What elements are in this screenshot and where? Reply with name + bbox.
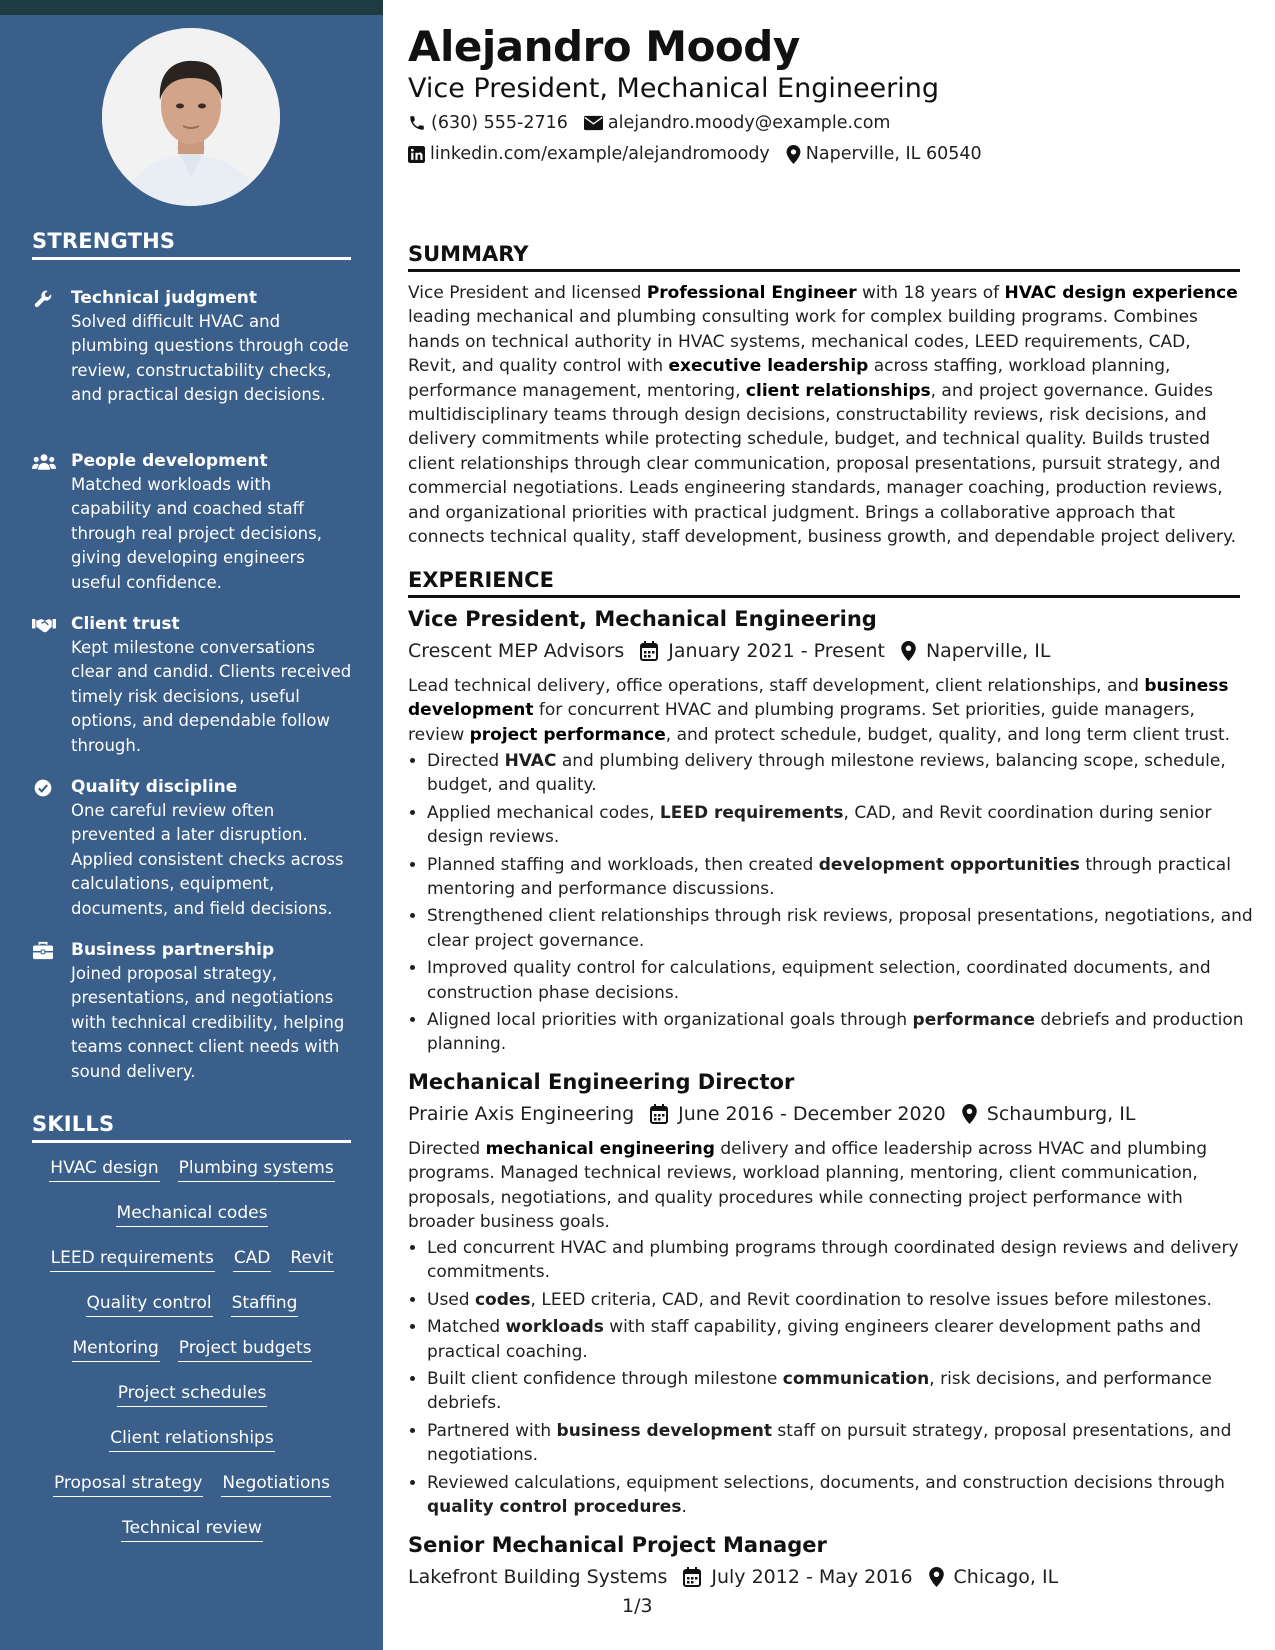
list-item: • Partnered with business development staff on pursuit strategy, proposal presentations, and negotiations. [427, 1419, 1259, 1468]
company-name: Prairie Axis Engineering [408, 1103, 635, 1125]
strength-text: Matched workloads with capability and coached staff through real project decisions, giving developing engineers useful confidence. [71, 475, 322, 592]
experience-heading: EXPERIENCE [408, 568, 1240, 598]
list-item: • Reviewed calculations, equipment selections, documents, and construction decisions through quality control procedures. [427, 1471, 1259, 1520]
strength-item [32, 938, 352, 1084]
skill-tag: Technical review [121, 1516, 263, 1542]
handshake-icon [32, 615, 54, 635]
strength-title: Business partnership [71, 940, 275, 960]
job-role: Mechanical Engineering Director [408, 1070, 795, 1094]
location-contact [786, 144, 982, 164]
strength-text: Solved difficult HVAC and plumbing questions through code review, constructability checks, and practical design decisions. [71, 312, 349, 405]
list-item: • Improved quality control for calculations, equipment selection, coordinated documents, and construction phase decisions. [427, 956, 1259, 1005]
page-number: 1/3 [622, 1595, 653, 1617]
map-pin-icon [786, 145, 801, 164]
linkedin-text: linkedin.com/example/alejandromoody [430, 144, 770, 164]
strength-item [32, 449, 352, 595]
list-item: • Built client confidence through milestone communication, risk decisions, and performance debriefs. [427, 1367, 1259, 1416]
phone-contact[interactable] [408, 113, 568, 133]
list-item: • Used codes, LEED criteria, CAD, and Revit coordination to resolve issues before milestones. [427, 1288, 1259, 1312]
job-role: Senior Mechanical Project Manager [408, 1533, 827, 1557]
job-intro: Lead technical delivery, office operations, staff development, client relationships, and business development for concurrent HVAC and plumbing programs. Set priorities, guide managers, review project performance, and protect schedule, budget, quality, and long term client trust. [408, 676, 1231, 745]
candidate-name: Alejandro Moody [408, 22, 800, 71]
skill-tag: Mechanical codes [116, 1201, 269, 1227]
job-location: Naperville, IL [925, 640, 1051, 662]
candidate-title: Vice President, Mechanical Engineering [408, 73, 940, 104]
company-name: Crescent MEP Advisors [408, 640, 625, 662]
job-intro: Directed mechanical engineering delivery and office leadership across HVAC and plumbing programs. Managed technical reviews, workload planning, mentoring, client communication, proposals, negotiations, and quality procedures while connecting project performance with broader business goals. [408, 1139, 1208, 1233]
skill-tag: LEED requirements [50, 1246, 215, 1272]
strength-title: Technical judgment [71, 288, 258, 308]
skill-tag: Negotiations [221, 1471, 331, 1497]
job-meta [408, 1103, 1151, 1125]
strength-item [32, 286, 352, 408]
map-pin-icon [962, 1104, 977, 1124]
strength-text: Joined proposal strategy, presentations, and negotiations with technical credibility, helping teams connect client needs with sound delivery. [71, 964, 345, 1081]
skill-tag: Revit [289, 1246, 334, 1272]
strength-text: One careful review often prevented a later disruption. Applied consistent checks across calculations, equipment, documents, and field decisions. [71, 801, 344, 918]
calendar-icon [650, 1104, 668, 1124]
skill-tag: Proposal strategy [53, 1471, 203, 1497]
contact-row [408, 144, 998, 164]
list-item: • Strengthened client relationships through risk reviews, proposal presentations, negotiations, and clear project governance. [427, 904, 1259, 953]
linkedin-contact[interactable] [408, 144, 770, 164]
skill-tag: Project schedules [117, 1381, 268, 1407]
sidebar [0, 0, 383, 1650]
strength-text: Kept milestone conversations clear and candid. Clients received timely risk decisions, useful options, and dependable follow through. [71, 638, 352, 755]
skill-tag: Mentoring [72, 1336, 160, 1362]
list-item: • Led concurrent HVAC and plumbing programs through coordinated design reviews and delivery commitments. [427, 1236, 1259, 1285]
summary-heading: SUMMARY [408, 242, 1240, 272]
job-bullets [408, 749, 1259, 1060]
company-name: Lakefront Building Systems [408, 1566, 668, 1588]
phone-text: (630) 555-2716 [431, 113, 568, 133]
strength-title: Client trust [71, 614, 180, 634]
profile-photo [102, 28, 280, 206]
skill-tag: Client relationships [109, 1426, 274, 1452]
skill-tag: HVAC design [49, 1156, 159, 1182]
strengths-heading: STRENGTHS [32, 229, 351, 260]
map-pin-icon [929, 1567, 944, 1587]
briefcase-icon [32, 941, 54, 961]
job-bullets [408, 1236, 1259, 1522]
wrench-icon [32, 289, 54, 309]
location-text: Naperville, IL 60540 [805, 144, 982, 164]
list-item: • Matched workloads with staff capability, giving engineers clearer development paths and practical coaching. [427, 1315, 1259, 1364]
list-item: • Planned staffing and workloads, then created development opportunities through practical mentoring and performance discussions. [427, 853, 1259, 902]
list-item: • Aligned local priorities with organizational goals through performance debriefs and production planning. [427, 1008, 1259, 1057]
skill-tag: CAD [233, 1246, 272, 1272]
job-dates: January 2021 - Present [668, 640, 885, 662]
email-text: alejandro.moody@example.com [607, 113, 891, 133]
envelope-icon [584, 115, 603, 131]
skill-tag: Staffing [231, 1291, 299, 1317]
job-dates: June 2016 - December 2020 [678, 1103, 946, 1125]
phone-icon [408, 114, 426, 132]
list-item: • Applied mechanical codes, LEED requirements, CAD, and Revit coordination during senior design reviews. [427, 801, 1259, 850]
check-circle-icon [32, 778, 54, 798]
sidebar-top-band [0, 0, 383, 15]
strength-item [32, 612, 352, 758]
skill-tag: Quality control [86, 1291, 213, 1317]
users-icon [32, 452, 54, 472]
job-meta [408, 1566, 1074, 1588]
contact-row [408, 113, 906, 133]
strength-title: Quality discipline [71, 777, 238, 797]
job-role: Vice President, Mechanical Engineering [408, 607, 877, 631]
job-location: Schaumburg, IL [986, 1103, 1136, 1125]
email-contact[interactable] [584, 113, 891, 133]
job-location: Chicago, IL [953, 1566, 1059, 1588]
skills-list [32, 1156, 352, 1561]
list-item: • Directed HVAC and plumbing delivery through milestone reviews, balancing scope, schedule, budget, and quality. [427, 749, 1259, 798]
calendar-icon [683, 1567, 701, 1587]
strength-item [32, 775, 352, 921]
summary-text: Vice President and licensed Professional Engineer with 18 years of HVAC design experience leading mechanical and plumbing consulting work for complex building programs. Combines hands on technical authority in HVAC systems, mechanical codes, LEED requirements, CAD, Revit, and quality control with executive leadership across staffing, workload planning, performance management, mentoring, client relationships, and project governance. Guides multidisciplinary teams through design decisions, constructability reviews, risk decisions, and delivery commitments while protecting schedule, budget, and technical quality. Builds trusted client relationships through clear communication, proposal presentations, pursuit strategy, and commercial negotiations. Leads engineering standards, manager coaching, production reviews, and organizational priorities with practical judgment. Brings a collaborative approach that connects technical quality, staff development, business growth, and dependable project delivery. [408, 283, 1238, 548]
job-meta [408, 640, 1066, 662]
skill-tag: Plumbing systems [178, 1156, 335, 1182]
strength-title: People development [71, 451, 268, 471]
skills-heading: SKILLS [32, 1112, 351, 1143]
job-dates: July 2012 - May 2016 [711, 1566, 913, 1588]
linkedin-icon [408, 146, 425, 163]
skill-tag: Project budgets [178, 1336, 313, 1362]
calendar-icon [640, 641, 658, 661]
map-pin-icon [901, 641, 916, 661]
